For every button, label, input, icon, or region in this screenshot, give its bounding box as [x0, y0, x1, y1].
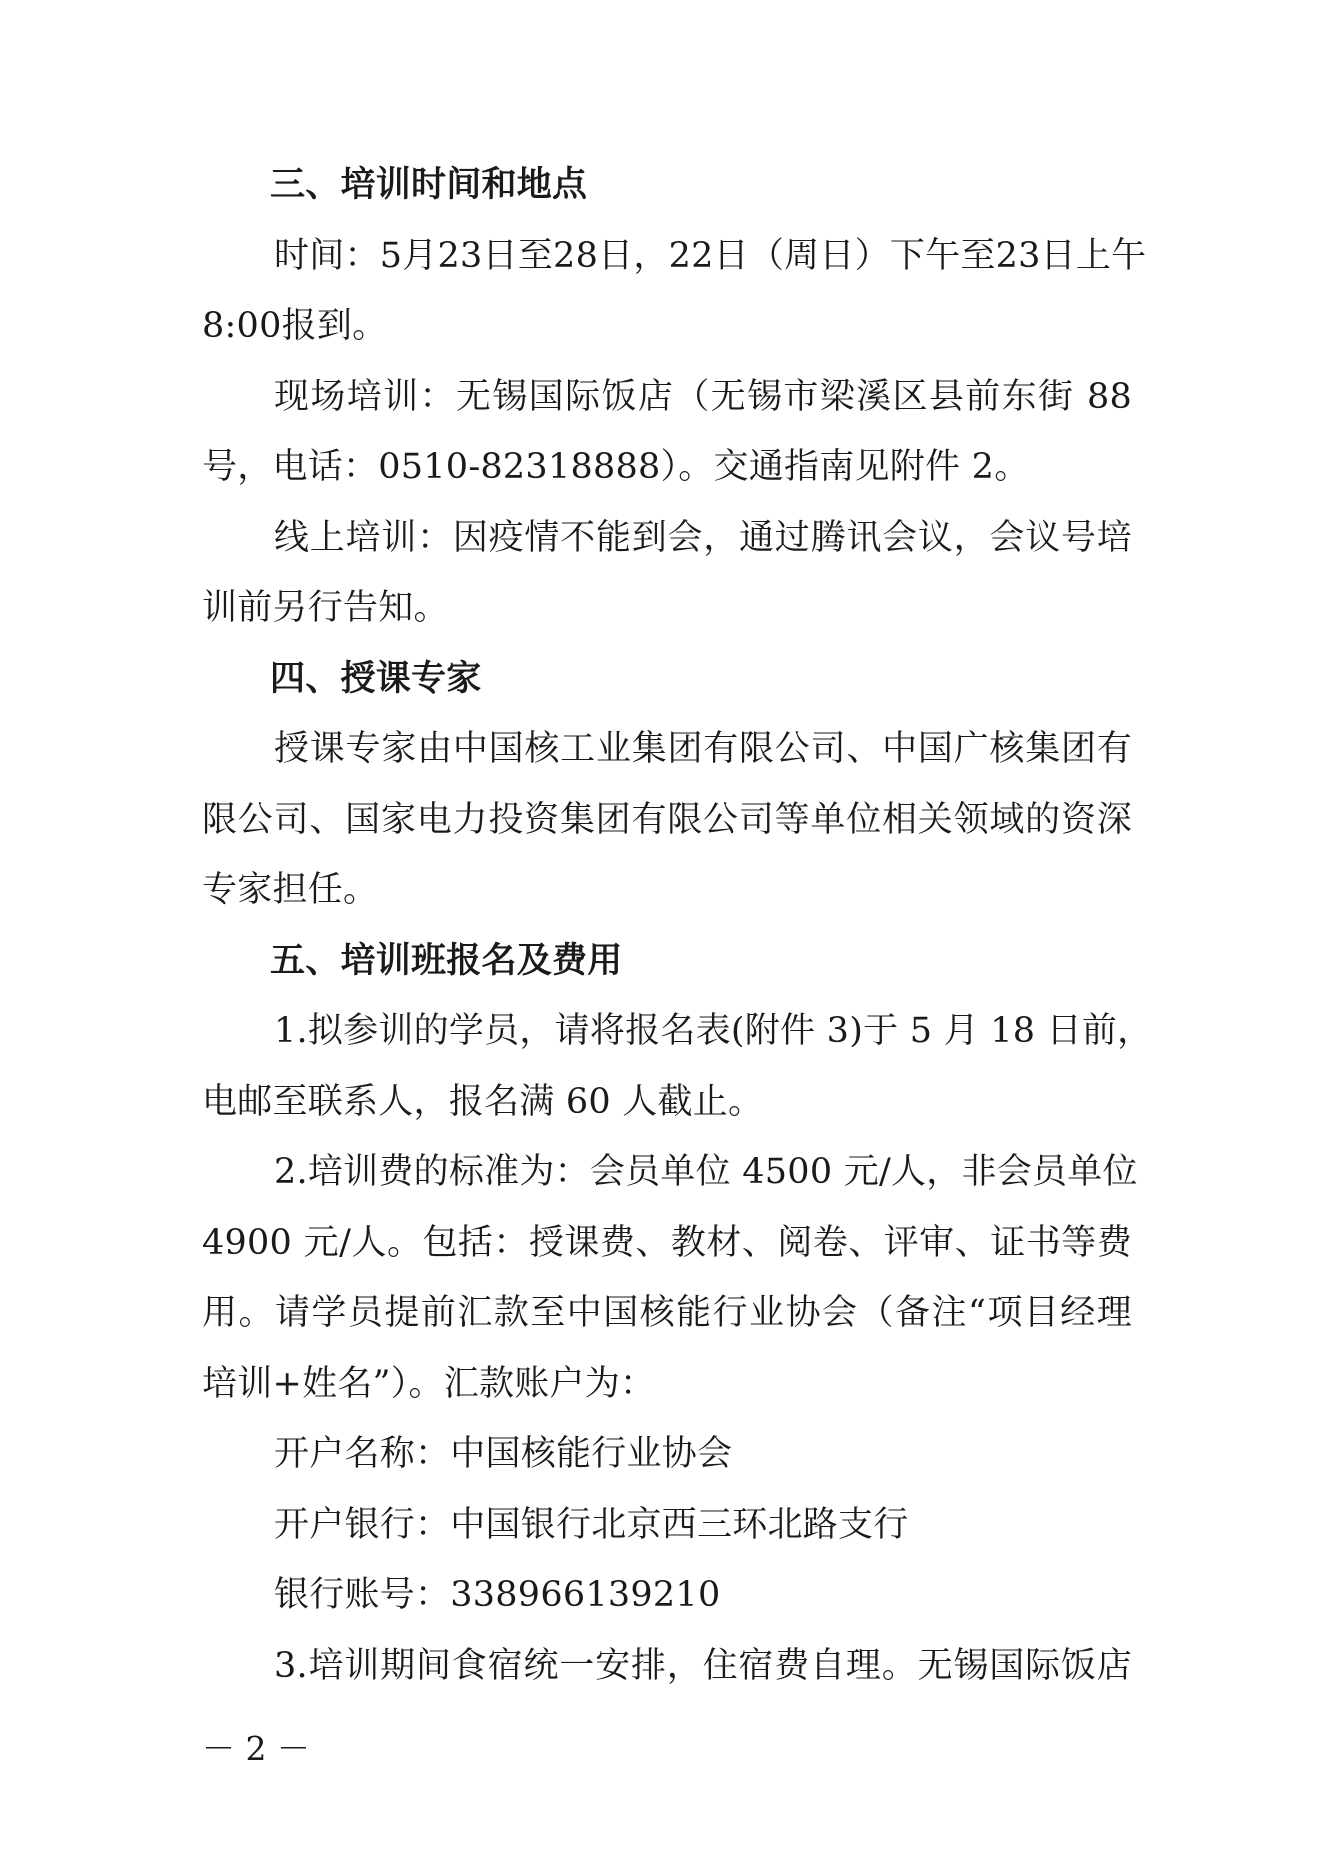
- fee-item-2-line-4: 培训+姓名”）。汇款账户为：: [202, 1363, 656, 1404]
- section-heading-3: 三、培训时间和地点: [270, 165, 588, 205]
- experts-line-3: 专家担任。: [202, 870, 379, 910]
- fee-item-2-line-1: 2.培训费的标准为：会员单位 4500 元/人，非会员单位: [274, 1152, 1138, 1192]
- training-time-line-1: 时间：5月23日至28日，22日（周日）下午至23日上午: [274, 235, 1147, 276]
- section-heading-5: 五、培训班报名及费用: [270, 940, 623, 981]
- experts-line-2: 限公司、国家电力投资集团有限公司等单位相关领域的资深: [202, 799, 1132, 840]
- onsite-training-line-1: 现场培训：无锡国际饭店（无锡市梁溪区县前东街 88: [274, 376, 1132, 417]
- accommodation-item-3-line-1: 3.培训期间食宿统一安排，住宿费自理。无锡国际饭店: [274, 1645, 1132, 1686]
- training-time-line-2: 8:00报到。: [202, 306, 388, 346]
- registration-item-1-line-1: 1.拟参训的学员，请将报名表(附件 3)于 5 月 18 日前，: [274, 1011, 1153, 1051]
- fee-item-2-line-3: 用。请学员提前汇款至中国核能行业协会（备注“项目经理: [202, 1293, 1132, 1333]
- account-number-line: 银行账号：338966139210: [274, 1575, 721, 1615]
- online-training-line-2: 训前另行告知。: [202, 588, 449, 628]
- experts-line-1: 授课专家由中国核工业集团有限公司、中国广核集团有: [274, 729, 1132, 769]
- onsite-training-line-2: 号，电话：0510-82318888）。交通指南见附件 2。: [202, 447, 1030, 487]
- section-heading-4: 四、授课专家: [270, 658, 482, 699]
- bank-name-line: 开户银行：中国银行北京西三环北路支行: [274, 1504, 909, 1545]
- registration-item-1-line-2: 电邮至联系人，报名满 60 人截止。: [202, 1081, 764, 1122]
- account-name-line: 开户名称：中国核能行业协会: [274, 1434, 733, 1474]
- fee-item-2-line-2: 4900 元/人。包括：授课费、教材、阅卷、评审、证书等费: [202, 1222, 1132, 1263]
- online-training-line-1: 线上培训：因疫情不能到会，通过腾讯会议，会议号培: [274, 517, 1132, 558]
- document-body: [202, 150, 1153, 1701]
- page-number: － 2 －: [202, 1729, 310, 1768]
